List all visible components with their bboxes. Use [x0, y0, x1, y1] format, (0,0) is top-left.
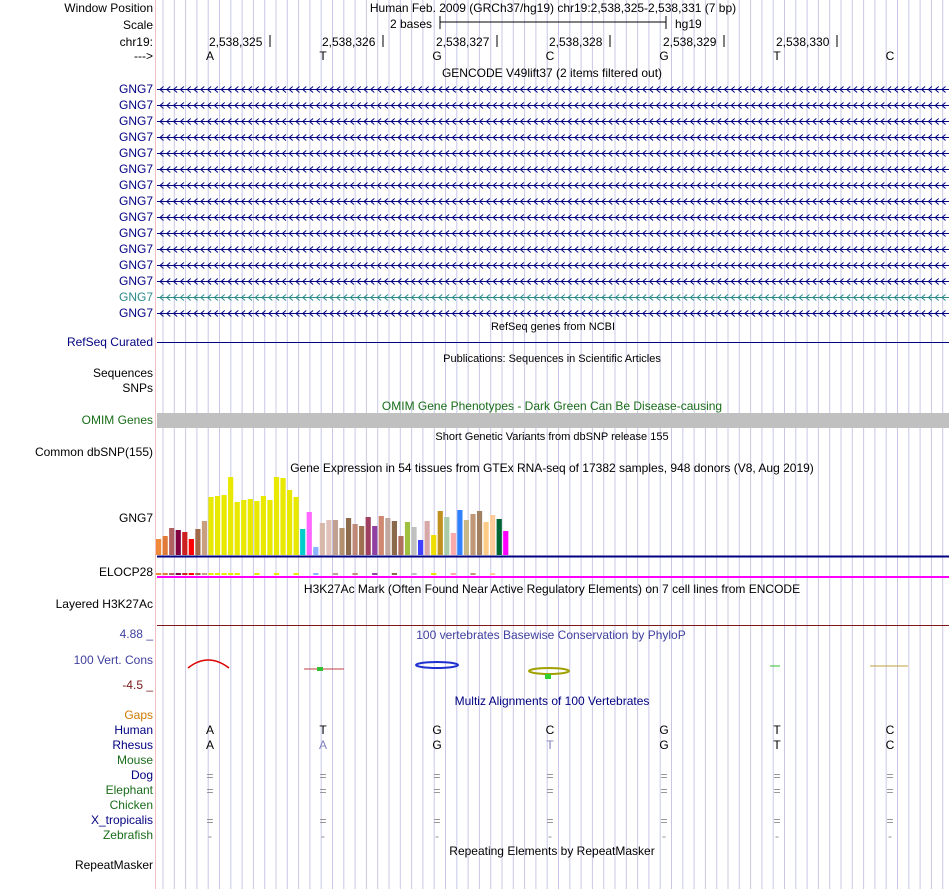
multiz-base: = — [319, 814, 327, 828]
multiz-base: - — [662, 829, 666, 843]
gtex-tissue-bar — [254, 501, 259, 555]
gtex-tissue-bar — [457, 510, 462, 555]
gtex-elocp28-bar — [392, 573, 397, 575]
position-label: 2,538,325 — [209, 35, 263, 49]
gtex-tissue-bar — [411, 527, 416, 555]
gtex-tissue-bar — [470, 514, 475, 555]
multiz-base: = — [546, 784, 554, 798]
gtex-tissue-bar — [385, 518, 390, 555]
gtex-elocp28-bar — [195, 573, 200, 575]
base-letter: T — [773, 49, 781, 63]
gtex-tissue-bar — [379, 516, 384, 555]
gtex-tissue-bar — [405, 522, 410, 555]
multiz-species-x_tropicalis[interactable]: X_tropicalis — [90, 813, 153, 827]
gtex-tissue-bar — [353, 524, 358, 555]
phylop-min-label: -4.5 _ — [122, 678, 153, 692]
gtex-tissue-bar — [392, 521, 397, 555]
publications-title[interactable]: Publications: Sequences in Scientific Articles — [443, 353, 661, 365]
scale-label: Scale — [122, 18, 153, 32]
multiz-base: = — [773, 769, 781, 783]
gtex-tissue-bar — [208, 497, 213, 555]
gtex-tissue-bar — [464, 520, 469, 555]
multiz-base: G — [432, 723, 442, 737]
gtex-tissue-bar — [248, 499, 253, 555]
gtex-tissue-bar — [189, 539, 194, 555]
scale-value: 2 bases — [390, 17, 433, 31]
gencode-transcript-label[interactable]: GNG7 — [118, 274, 153, 288]
multiz-species-elephant[interactable]: Elephant — [105, 783, 153, 797]
gtex-tissue-bar — [215, 496, 220, 555]
gencode-transcript-label[interactable]: GNG7 — [118, 258, 153, 272]
gtex-elocp28-bar — [254, 573, 259, 575]
gtex-title[interactable]: Gene Expression in 54 tissues from GTEx RNA-seq of 17382 samples, 948 donors (V8, Aug 2019) — [290, 461, 814, 475]
gtex-elocp28-bar — [235, 573, 240, 575]
gtex-tissue-bar — [444, 517, 449, 555]
multiz-species-human[interactable]: Human — [114, 723, 153, 737]
multiz-base: T — [773, 738, 781, 752]
gtex-elocp28-bar — [176, 573, 181, 575]
gtex-tissue-bar — [477, 511, 482, 555]
gtex-tissue-bar — [280, 478, 285, 555]
window-position-label: Window Position — [64, 1, 153, 15]
base-letter: C — [545, 49, 555, 63]
gtex-elocp28-bar — [294, 573, 299, 575]
gtex-elocp28-bar — [274, 573, 279, 575]
repeatmasker-label[interactable]: RepeatMasker — [74, 858, 153, 872]
multiz-base: = — [660, 784, 668, 798]
sequences-label[interactable]: Sequences — [92, 366, 153, 380]
gtex-elocp28-bar — [490, 573, 495, 575]
multiz-base: T — [319, 723, 327, 737]
multiz-base: = — [433, 814, 441, 828]
gtex-tissue-bar — [287, 490, 292, 555]
repeatmasker-title[interactable]: Repeating Elements by RepeatMasker — [449, 844, 655, 858]
gtex-elocp28-bar — [313, 573, 318, 575]
multiz-base: = — [206, 769, 214, 783]
gtex-tissue-bar — [484, 522, 489, 555]
gencode-transcript-label[interactable]: GNG7 — [118, 82, 153, 96]
gtex-tissue-bar — [202, 521, 207, 555]
scale-assembly: hg19 — [675, 17, 702, 31]
multiz-species-zebrafish[interactable]: Zebrafish — [102, 828, 153, 842]
gtex-elocp28-bar — [208, 573, 213, 575]
multiz-base: C — [545, 723, 555, 737]
gencode-transcript-label[interactable]: GNG7 — [118, 194, 153, 208]
multiz-base: = — [886, 784, 894, 798]
position-label: 2,538,326 — [322, 35, 376, 49]
gtex-elocp28-bar — [182, 573, 187, 575]
window-position-value: Human Feb. 2009 (GRCh37/hg19) chr19:2,538,325-2,538,331 (7 bp) — [369, 1, 737, 15]
multiz-base: = — [773, 814, 781, 828]
multiz-species-chicken[interactable]: Chicken — [109, 798, 153, 812]
gtex-elocp28-bar — [333, 573, 338, 575]
gtex-tissue-bar — [222, 495, 227, 555]
phylop-peak-3 — [416, 662, 458, 668]
multiz-base: = — [319, 769, 327, 783]
multiz-base: = — [660, 814, 668, 828]
phylop-label[interactable]: 100 Vert. Cons — [73, 653, 153, 667]
base-letter: A — [205, 49, 215, 63]
position-label: 2,538,328 — [549, 35, 603, 49]
multiz-base: A — [205, 723, 215, 737]
multiz-base: T — [773, 723, 781, 737]
gtex-tissue-bar — [366, 517, 371, 555]
multiz-base: = — [206, 784, 214, 798]
gtex-tissue-bar — [261, 496, 266, 555]
multiz-base: - — [548, 829, 552, 843]
multiz-species-dog[interactable]: Dog — [130, 768, 153, 782]
strand-label: ---> — [134, 49, 153, 63]
multiz-base: = — [886, 814, 894, 828]
gtex-elocp28-label[interactable]: ELOCP28 — [98, 565, 153, 579]
gtex-tissue-bar — [339, 528, 344, 555]
phylop-max-label: 4.88 _ — [119, 627, 153, 641]
gtex-tissue-bar — [359, 526, 364, 555]
gtex-tissue-bar — [195, 529, 200, 555]
multiz-base: G — [659, 738, 669, 752]
omim-title[interactable]: OMIM Gene Phenotypes - Dark Green Can Be Disease-causing — [381, 399, 723, 413]
gencode-transcript-label[interactable]: GNG7 — [118, 226, 153, 240]
multiz-base: G — [432, 738, 442, 752]
dbsnp-label[interactable]: Common dbSNP(155) — [34, 445, 153, 459]
multiz-species-rhesus[interactable]: Rhesus — [112, 738, 153, 752]
gtex-elocp28-bar — [470, 573, 475, 575]
gtex-tissue-bar — [235, 502, 240, 555]
gtex-elocp28-bar — [431, 573, 436, 575]
h3k27ac-label[interactable]: Layered H3K27Ac — [55, 597, 153, 611]
gencode-transcript-label[interactable]: GNG7 — [118, 210, 153, 224]
multiz-base: = — [433, 769, 441, 783]
gtex-tissue-bar — [307, 512, 312, 555]
gtex-tissue-bar — [294, 497, 299, 555]
multiz-base: - — [208, 829, 212, 843]
gtex-elocp28-bar — [202, 573, 207, 575]
gtex-elocp28-bar — [228, 573, 233, 575]
multiz-base: = — [546, 814, 554, 828]
multiz-base: G — [659, 723, 669, 737]
gtex-tissue-bar — [320, 523, 325, 555]
gencode-transcript-label[interactable]: GNG7 — [118, 306, 153, 320]
gtex-gene-label[interactable]: GNG7 — [118, 511, 153, 525]
gtex-tissue-bar — [333, 520, 338, 555]
base-letter: G — [659, 49, 669, 63]
gtex-elocp28-bar — [189, 573, 194, 575]
gencode-transcript-label[interactable]: GNG7 — [118, 178, 153, 192]
multiz-base: - — [321, 829, 325, 843]
gtex-tissue-bar — [425, 521, 430, 555]
multiz-base: = — [206, 814, 214, 828]
gencode-transcript-label[interactable]: GNG7 — [118, 98, 153, 112]
gtex-tissue-bar — [326, 520, 331, 555]
phylop-peak-2-mark — [317, 667, 323, 671]
gtex-tissue-bar — [163, 536, 168, 555]
multiz-base: - — [775, 829, 779, 843]
gencode-transcript-label[interactable]: GNG7 — [118, 162, 153, 176]
gtex-tissue-bar — [241, 500, 246, 555]
gtex-elocp28-bar — [451, 573, 456, 575]
gtex-elocp28-bar — [353, 573, 358, 575]
base-letter: T — [319, 49, 327, 63]
multiz-base: T — [546, 738, 554, 752]
gtex-tissue-bar — [497, 519, 502, 555]
multiz-title[interactable]: Multiz Alignments of 100 Vertebrates — [454, 694, 650, 708]
gtex-tissue-bar — [398, 536, 403, 555]
multiz-species-gaps[interactable]: Gaps — [124, 708, 153, 722]
gtex-tissue-bar — [182, 532, 187, 555]
multiz-base: = — [886, 769, 894, 783]
gtex-tissue-bar — [451, 533, 456, 555]
gtex-elocp28-bar — [156, 573, 161, 575]
gtex-elocp28-bar — [163, 573, 168, 575]
multiz-base: C — [885, 723, 895, 737]
gencode-transcript-label[interactable]: GNG7 — [118, 242, 153, 256]
gtex-tissue-bar — [313, 547, 318, 555]
h3k27ac-title[interactable]: H3K27Ac Mark (Often Found Near Active Regulatory Elements) on 7 cell lines from ENCODE — [303, 582, 801, 596]
gencode-transcript-label[interactable]: GNG7 — [118, 114, 153, 128]
gtex-tissue-bar — [274, 477, 279, 555]
gtex-elocp28-bar — [372, 573, 377, 575]
phylop-peak-4-mark — [545, 674, 551, 679]
multiz-base: C — [885, 738, 895, 752]
omim-genes-label[interactable]: OMIM Genes — [81, 413, 153, 427]
multiz-base: A — [205, 738, 215, 752]
base-letter: C — [885, 49, 895, 63]
gtex-tissue-bar — [431, 535, 436, 555]
multiz-base: - — [888, 829, 892, 843]
gencode-transcript-label[interactable]: GNG7 — [118, 146, 153, 160]
gencode-transcript-label[interactable]: GNG7 — [118, 130, 153, 144]
gtex-tissue-bar — [176, 530, 181, 555]
multiz-base: = — [660, 769, 668, 783]
position-label: 2,538,329 — [663, 35, 717, 49]
dbsnp-title[interactable]: Short Genetic Variants from dbSNP release 155 — [435, 431, 669, 443]
base-letter: G — [432, 49, 442, 63]
gtex-tissue-bar — [228, 477, 233, 555]
gtex-tissue-bar — [156, 539, 161, 555]
gtex-tissue-bar — [169, 528, 174, 555]
multiz-base: - — [435, 829, 439, 843]
gtex-tissue-bar — [300, 529, 305, 555]
phylop-peak-4 — [529, 668, 569, 674]
gtex-tissue-bar — [267, 500, 272, 555]
snps-label[interactable]: SNPs — [122, 381, 153, 395]
gtex-elocp28-bar — [169, 573, 174, 575]
multiz-base: = — [433, 784, 441, 798]
gtex-tissue-bar — [372, 526, 377, 555]
multiz-species-mouse[interactable]: Mouse — [116, 753, 153, 767]
gtex-tissue-bar — [438, 511, 443, 555]
gtex-tissue-bar — [490, 515, 495, 555]
refseq-title[interactable]: RefSeq genes from NCBI — [490, 321, 616, 333]
gtex-elocp28-bar — [222, 573, 227, 575]
gtex-tissue-bar — [503, 531, 508, 555]
refseq-curated-label[interactable]: RefSeq Curated — [66, 335, 153, 349]
multiz-base: A — [318, 738, 328, 752]
gencode-transcript-label[interactable]: GNG7 — [118, 290, 153, 304]
gencode-title[interactable]: GENCODE V49lift37 (2 items filtered out) — [441, 66, 663, 80]
multiz-base: = — [773, 784, 781, 798]
gtex-tissue-bar — [418, 540, 423, 555]
chrom-label: chr19: — [119, 35, 153, 49]
multiz-base: = — [546, 769, 554, 783]
omim-feature-bar — [157, 413, 949, 428]
multiz-base: = — [319, 784, 327, 798]
position-label: 2,538,330 — [776, 35, 830, 49]
gtex-tissue-bar — [346, 518, 351, 555]
position-label: 2,538,327 — [436, 35, 490, 49]
gtex-elocp28-bar — [411, 573, 416, 575]
phylop-title[interactable]: 100 vertebrates Basewise Conservation by PhyloP — [416, 628, 686, 642]
gtex-elocp28-bar — [215, 573, 220, 575]
